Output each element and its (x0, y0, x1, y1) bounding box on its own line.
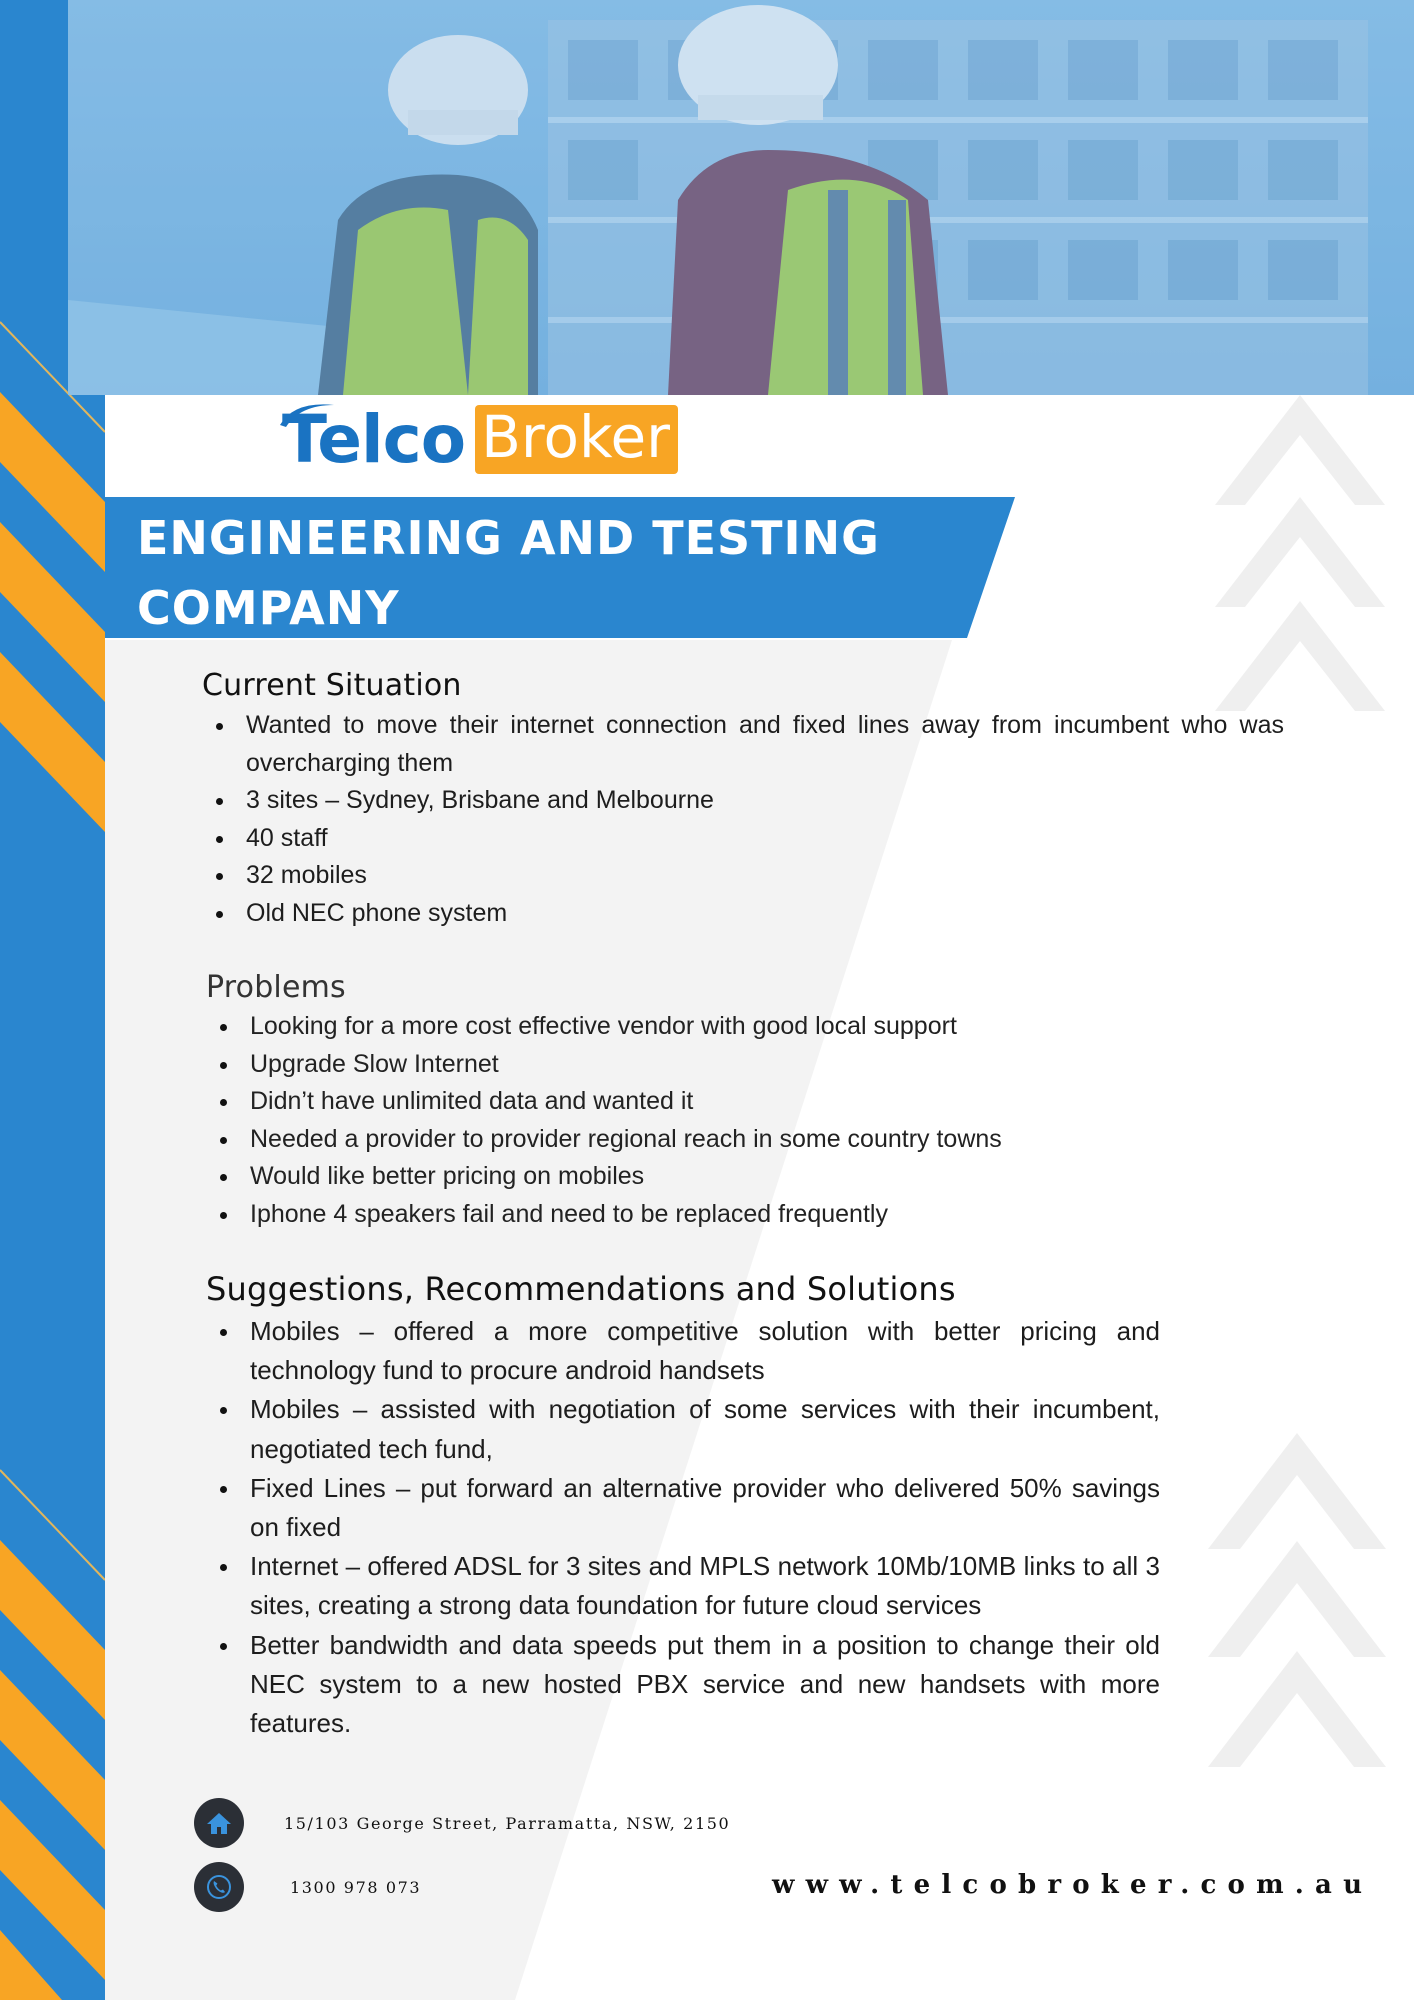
current-situation-heading: Current Situation (202, 668, 462, 703)
section-current-situation (202, 668, 1284, 932)
list-item: 32 mobiles (202, 857, 1284, 895)
current-situation-list (202, 707, 1284, 932)
page-title-line-1: ENGINEERING AND TESTING (137, 511, 880, 565)
page-title-line-2: COMPANY (137, 581, 400, 635)
list-item: Looking for a more cost effective vendor with good local support (206, 1008, 1206, 1046)
logo-broker-badge: Broker (475, 405, 678, 474)
suggestions-heading: Suggestions, Recommendations and Solutions (206, 1270, 956, 1308)
list-item: Mobiles – offered a more competitive solution with better pricing and technology fund to procure android handsets (206, 1312, 1160, 1390)
chevrons-top-right (1215, 395, 1385, 715)
logo-swoosh-icon (276, 399, 336, 429)
list-item: Iphone 4 speakers fail and need to be replaced frequently (206, 1196, 1206, 1234)
page-title (137, 503, 957, 643)
list-item: Better bandwidth and data speeds put them in a position to change their old NEC system to a new hosted PBX service and new handsets with more features. (206, 1626, 1160, 1744)
logo-telco-label: Telco (282, 400, 466, 478)
list-item: Upgrade Slow Internet (206, 1046, 1206, 1084)
list-item: Would like better pricing on mobiles (206, 1158, 1206, 1196)
address-text: 15/103 George Street, Parramatta, NSW, 2150 (284, 1813, 731, 1833)
list-item: Wanted to move their internet connection and fixed lines away from incumbent who was overcharging them (202, 707, 1284, 782)
section-suggestions (206, 1270, 1160, 1743)
website-link[interactable]: www.telcobroker.com.au (772, 1870, 1374, 1900)
list-item: Internet – offered ADSL for 3 sites and MPLS network 10Mb/10MB links to all 3 sites, creating a strong data foundation for future cloud services (206, 1547, 1160, 1625)
phone-text[interactable]: 1300 978 073 (290, 1877, 422, 1897)
list-item: Needed a provider to provider regional reach in some country towns (206, 1121, 1206, 1159)
problems-heading: Problems (206, 970, 346, 1005)
chevrons-bottom-right (1208, 1433, 1386, 1773)
suggestions-list (206, 1312, 1160, 1743)
list-item: Fixed Lines – put forward an alternative provider who delivered 50% savings on fixed (206, 1469, 1160, 1547)
list-item: Mobiles – assisted with negotiation of some services with their incumbent, negotiated tech fund, (206, 1390, 1160, 1468)
list-item: 40 staff (202, 820, 1284, 858)
footer-phone (194, 1862, 421, 1912)
telcobroker-logo (282, 397, 678, 482)
home-icon (194, 1798, 244, 1848)
title-banner (105, 497, 1015, 638)
list-item: 3 sites – Sydney, Brisbane and Melbourne (202, 782, 1284, 820)
list-item: Old NEC phone system (202, 895, 1284, 933)
problems-list (206, 1008, 1206, 1233)
phone-icon[interactable] (194, 1862, 244, 1912)
section-problems (206, 970, 1206, 1233)
hero-photo-construction-workers (68, 0, 1414, 395)
logo-telco-text (282, 400, 466, 478)
footer-address (194, 1798, 730, 1848)
list-item: Didn’t have unlimited data and wanted it (206, 1083, 1206, 1121)
